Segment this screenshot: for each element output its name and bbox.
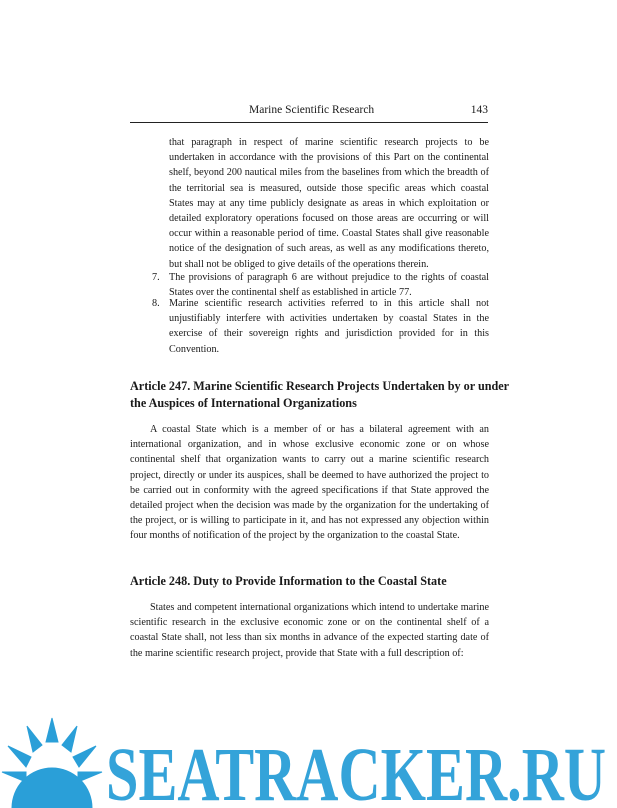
list-item-number: 8. <box>152 298 160 309</box>
running-title: Marine Scientific Research <box>249 104 375 116</box>
article-248-heading: Article 248. Duty to Provide Information to the Coastal State <box>130 574 447 588</box>
list-item <box>152 296 489 357</box>
header-rule <box>130 122 488 123</box>
list-item-number: 7. <box>152 272 160 283</box>
watermark-text: SEATRACKER.RU <box>106 733 606 808</box>
page-number: 143 <box>470 104 488 116</box>
list-item-text: Marine scientific research activities referred to in this article shall not unjustifiably interfere with activities undertaken by coastal States in the exercise of their sovereign rights and jurisdiction provided for in this Convention. <box>169 298 489 355</box>
article-247-text: A coastal State which is a member of or has a bilateral agreement with an international organization, and in whose exclusive economic zone or on whose continental shelf that organization wants to carry out a marine scientific research project, directly or under its auspices, shall be deemed to have authorized the project to be carried out in conformity with the agreed specifications if that State approved the detailed project when the decision was made by the organization for the undertaking of the project, or is willing to participate in it, and has not expressed any objection within four months of notification of the project by the organization to the coastal State. <box>130 424 489 542</box>
article-247-heading: Article 247. Marine Scientific Research Projects Undertaken by or under the Auspices of International Organizations <box>130 379 509 410</box>
continuation-paragraph: that paragraph in respect of marine scientific research projects to be undertaken in accordance with the provisions of this Part on the continental shelf, beyond 200 nautical miles from the baselines from which the breadth of the territorial sea is measured, outside those specific areas which coastal States may at any time publicly designate as areas in which exploitation or detailed exploratory operations focused on those areas are occurring or will occur within a reasonable period of time. Coastal States shall give reasonable notice of the designation of such areas, as well as any modifications thereto, but shall not be obliged to give details of the operations therein. <box>169 137 489 270</box>
article-248-text: States and competent international organizations which intend to undertake marine scientific research in the exclusive economic zone or on the continental shelf of a coastal State shall, not less than six months in advance of the expected starting date of the marine scientific research project, provide that State with a full description of: <box>130 602 489 659</box>
running-header <box>130 104 488 122</box>
list-item-text: The provisions of paragraph 6 are without prejudice to the rights of coastal States over the continental shelf as established in article 77. <box>169 272 489 299</box>
sun-logo-icon <box>2 718 102 808</box>
watermark <box>0 712 617 808</box>
